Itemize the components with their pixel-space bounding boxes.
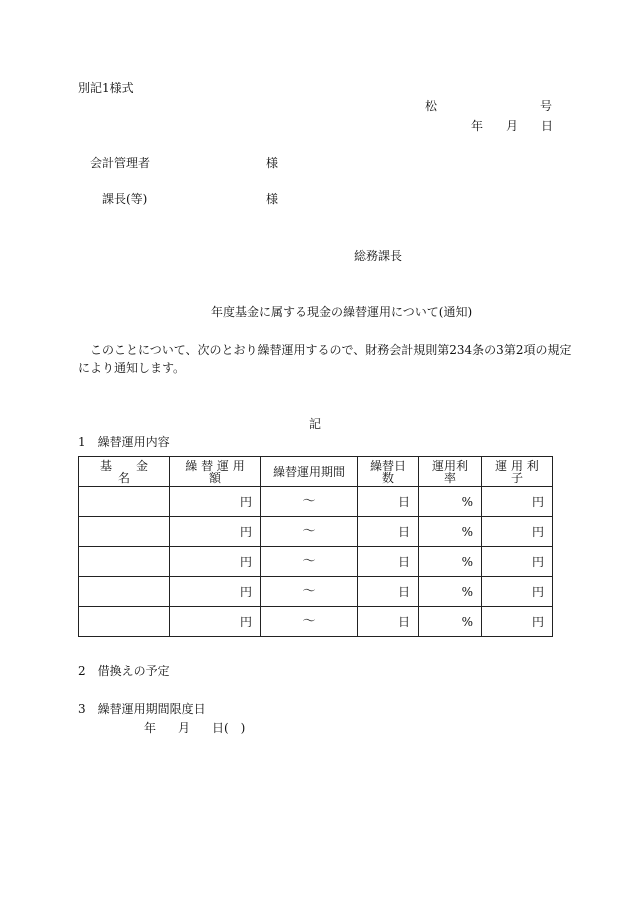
header-fund-name: 基 金 名: [79, 457, 170, 487]
period-cell: ～: [261, 577, 358, 607]
fund-name-cell: [79, 487, 170, 517]
rate-cell: %: [419, 487, 482, 517]
interest-cell: 円: [482, 577, 553, 607]
section-heading-2: 2 借換えの予定: [78, 664, 170, 678]
period-cell: ～: [261, 487, 358, 517]
header-days: 繰替日数: [358, 457, 419, 487]
section-heading-1: 1 繰替運用内容: [78, 435, 170, 449]
table-row: [79, 517, 553, 547]
fund-name-cell: [79, 577, 170, 607]
period-cell: ～: [261, 517, 358, 547]
fund-name-cell: [79, 607, 170, 637]
header-amount: 繰 替 運 用 額: [170, 457, 261, 487]
table-row: [79, 547, 553, 577]
document-title: 年度基金に属する現金の繰替運用について(通知): [211, 305, 473, 319]
days-cell: 日: [358, 547, 419, 577]
rate-cell: %: [419, 517, 482, 547]
period-cell: ～: [261, 547, 358, 577]
rate-cell: %: [419, 577, 482, 607]
table-row: [79, 607, 553, 637]
deadline-year: 年: [144, 721, 157, 735]
days-cell: 日: [358, 517, 419, 547]
table-header-row: [79, 457, 553, 487]
rate-cell: %: [419, 607, 482, 637]
deadline-month: 月: [178, 721, 191, 735]
fund-name-cell: [79, 517, 170, 547]
amount-cell: 円: [170, 547, 261, 577]
sender-title: 総務課長: [354, 249, 403, 263]
recipient-honorific: 様: [266, 192, 279, 206]
amount-cell: 円: [170, 607, 261, 637]
date-month: 月: [506, 119, 519, 133]
recipient-name: 課長(等): [102, 192, 148, 206]
amount-cell: 円: [170, 487, 261, 517]
deadline-day: 日( ): [212, 721, 246, 735]
fund-name-cell: [79, 547, 170, 577]
interest-cell: 円: [482, 517, 553, 547]
ki-heading: 記: [309, 417, 322, 431]
header-period: 繰替運用期間: [261, 457, 358, 487]
document-number-suffix: 号: [540, 99, 553, 113]
body-line: このことについて、次のとおり繰替運用するので、財務会計規則第234条の3第2項の規定: [90, 343, 572, 357]
amount-cell: 円: [170, 517, 261, 547]
section-heading-3: 3 繰替運用期間限度日: [78, 702, 206, 716]
days-cell: 日: [358, 487, 419, 517]
interest-cell: 円: [482, 607, 553, 637]
table-row: [79, 577, 553, 607]
days-cell: 日: [358, 577, 419, 607]
document-number-prefix: 松: [425, 99, 438, 113]
recipient-honorific: 様: [266, 156, 279, 170]
recipient-name: 会計管理者: [90, 156, 151, 170]
interest-cell: 円: [482, 547, 553, 577]
header-interest: 運 用 利 子: [482, 457, 553, 487]
table-row: [79, 487, 553, 517]
rate-cell: %: [419, 547, 482, 577]
form-label: 別記1様式: [78, 81, 134, 95]
date-year: 年: [471, 119, 484, 133]
amount-cell: 円: [170, 577, 261, 607]
operation-table: [78, 456, 553, 637]
days-cell: 日: [358, 607, 419, 637]
date-day: 日: [541, 119, 554, 133]
header-rate: 運用利率: [419, 457, 482, 487]
body-line: により通知します。: [78, 361, 186, 375]
interest-cell: 円: [482, 487, 553, 517]
period-cell: ～: [261, 607, 358, 637]
